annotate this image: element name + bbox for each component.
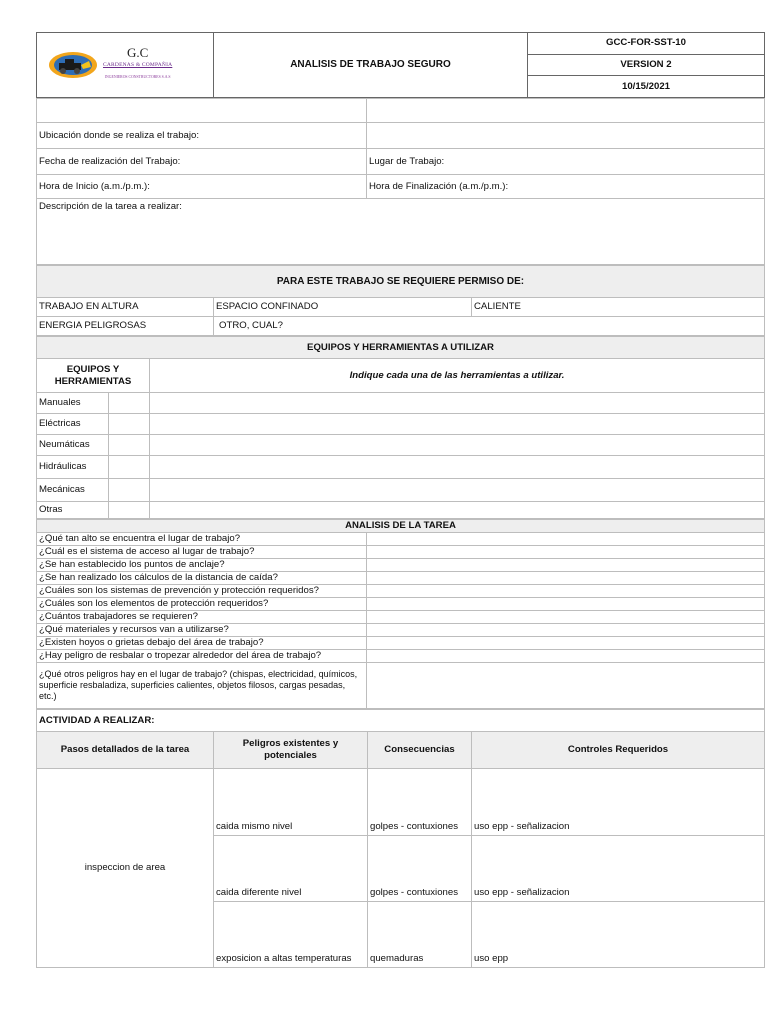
peligro-cell: caida diferente nivel bbox=[214, 836, 368, 902]
blank-cell[interactable] bbox=[37, 99, 367, 123]
ubicacion-label: Ubicación donde se realiza el trabajo: bbox=[37, 123, 367, 149]
equipos-title: EQUIPOS Y HERRAMIENTAS A UTILIZAR bbox=[37, 337, 765, 359]
permiso-altura[interactable]: TRABAJO EN ALTURA bbox=[37, 298, 214, 317]
answer-field[interactable] bbox=[367, 624, 765, 637]
analisis-title: ANALISIS DE LA TAREA bbox=[37, 520, 765, 533]
permiso-energia[interactable]: ENERGIA PELIGROSAS bbox=[37, 317, 214, 336]
equipo-row-label: Mecánicas bbox=[37, 479, 109, 502]
document-title: ANALISIS DE TRABAJO SEGURO bbox=[214, 33, 528, 98]
col-peligros: Peligros existentes y potenciales bbox=[214, 732, 368, 769]
answer-field[interactable] bbox=[367, 611, 765, 624]
hora-fin-label: Hora de Finalización (a.m./p.m.): bbox=[367, 175, 765, 199]
equipo-check[interactable] bbox=[109, 456, 150, 479]
answer-field[interactable] bbox=[367, 546, 765, 559]
question: ¿Cuáles son los elementos de protección requeridos? bbox=[37, 598, 367, 611]
equipo-check[interactable] bbox=[109, 479, 150, 502]
equipo-check[interactable] bbox=[109, 435, 150, 456]
permisos-table bbox=[36, 265, 765, 336]
consecuencia-cell: quemaduras bbox=[368, 902, 472, 968]
col-controles: Controles Requeridos bbox=[472, 732, 765, 769]
equipo-check[interactable] bbox=[109, 414, 150, 435]
consecuencia-cell: golpes - contuxiones bbox=[368, 769, 472, 836]
equipos-col-header: EQUIPOS Y HERRAMIENTAS bbox=[37, 359, 150, 393]
permisos-title: PARA ESTE TRABAJO SE REQUIERE PERMISO DE: bbox=[37, 266, 765, 298]
question: ¿Se han realizado los cálculos de la distancia de caída? bbox=[37, 572, 367, 585]
col-consecuencias: Consecuencias bbox=[368, 732, 472, 769]
answer-field[interactable] bbox=[367, 572, 765, 585]
answer-field[interactable] bbox=[367, 637, 765, 650]
question: ¿Cuáles son los sistemas de prevención y protección requeridos? bbox=[37, 585, 367, 598]
form-sheet bbox=[36, 32, 764, 968]
document-date: 10/15/2021 bbox=[528, 76, 765, 98]
logo bbox=[37, 33, 214, 98]
equipo-row-label: Eléctricas bbox=[37, 414, 109, 435]
ubicacion-field[interactable] bbox=[367, 123, 765, 149]
logo-tagline: INGENIEROS CONSTRUCTORES S.A.S bbox=[104, 75, 171, 79]
question-long: ¿Qué otros peligros hay en el lugar de trabajo? (chispas, electricidad, químicos, superficie resbaladiza, superficies calientes, objetos filosos, cargas pesadas, etc.) bbox=[37, 663, 367, 709]
header-table bbox=[36, 32, 765, 98]
equipo-field[interactable] bbox=[150, 435, 765, 456]
answer-field[interactable] bbox=[367, 650, 765, 663]
task-cell: inspeccion de area bbox=[37, 769, 214, 968]
equipo-field[interactable] bbox=[150, 502, 765, 519]
question: ¿Qué tan alto se encuentra el lugar de trabajo? bbox=[37, 533, 367, 546]
equipo-row-label: Neumáticas bbox=[37, 435, 109, 456]
question: ¿Cuántos trabajadores se requieren? bbox=[37, 611, 367, 624]
equipo-field[interactable] bbox=[150, 393, 765, 414]
question: ¿Qué materiales y recursos van a utilizarse? bbox=[37, 624, 367, 637]
equipo-field[interactable] bbox=[150, 479, 765, 502]
col-pasos: Pasos detallados de la tarea bbox=[37, 732, 214, 769]
equipo-check[interactable] bbox=[109, 502, 150, 519]
control-cell: uso epp - señalizacion bbox=[472, 769, 765, 836]
actividad-table bbox=[36, 709, 765, 968]
logo-initials: G.C bbox=[127, 45, 149, 60]
blank-cell[interactable] bbox=[367, 99, 765, 123]
actividad-title: ACTIVIDAD A REALIZAR: bbox=[37, 710, 765, 732]
equipos-instruction: Indique cada una de las herramientas a utilizar. bbox=[150, 359, 765, 393]
equipo-field[interactable] bbox=[150, 414, 765, 435]
consecuencia-cell: golpes - contuxiones bbox=[368, 836, 472, 902]
permiso-otro[interactable]: OTRO, CUAL? bbox=[214, 317, 765, 336]
equipo-row-label: Otras bbox=[37, 502, 109, 519]
answer-field[interactable] bbox=[367, 559, 765, 572]
document-code: GCC-FOR-SST-10 bbox=[528, 33, 765, 55]
permiso-confinado[interactable]: ESPACIO CONFINADO bbox=[214, 298, 472, 317]
question: ¿Cuál es el sistema de acceso al lugar de trabajo? bbox=[37, 546, 367, 559]
equipo-row-label: Manuales bbox=[37, 393, 109, 414]
peligro-cell: exposicion a altas temperaturas bbox=[214, 902, 368, 968]
general-info-table bbox=[36, 98, 765, 265]
equipo-field[interactable] bbox=[150, 456, 765, 479]
equipo-row-label: Hidráulicas bbox=[37, 456, 109, 479]
hora-inicio-label: Hora de Inicio (a.m./p.m.): bbox=[37, 175, 367, 199]
equipos-table bbox=[36, 336, 765, 519]
question: ¿Se han establecido los puntos de anclaje? bbox=[37, 559, 367, 572]
answer-field[interactable] bbox=[367, 585, 765, 598]
peligro-cell: caida mismo nivel bbox=[214, 769, 368, 836]
lugar-label: Lugar de Trabajo: bbox=[367, 149, 765, 175]
fecha-label: Fecha de realización del Trabajo: bbox=[37, 149, 367, 175]
question: ¿Hay peligro de resbalar o tropezar alrededor del área de trabajo? bbox=[37, 650, 367, 663]
logo-company: CARDENAS & COMPAÑIA bbox=[103, 62, 173, 68]
control-cell: uso epp - señalizacion bbox=[472, 836, 765, 902]
answer-field[interactable] bbox=[367, 598, 765, 611]
descripcion-label: Descripción de la tarea a realizar: bbox=[37, 199, 765, 265]
document-version: VERSION 2 bbox=[528, 54, 765, 76]
answer-field[interactable] bbox=[367, 533, 765, 546]
answer-field[interactable] bbox=[367, 663, 765, 709]
company-logo-icon bbox=[47, 50, 99, 80]
equipo-check[interactable] bbox=[109, 393, 150, 414]
question: ¿Existen hoyos o grietas debajo del área de trabajo? bbox=[37, 637, 367, 650]
permiso-caliente[interactable]: CALIENTE bbox=[472, 298, 765, 317]
analisis-table bbox=[36, 519, 765, 709]
control-cell: uso epp bbox=[472, 902, 765, 968]
